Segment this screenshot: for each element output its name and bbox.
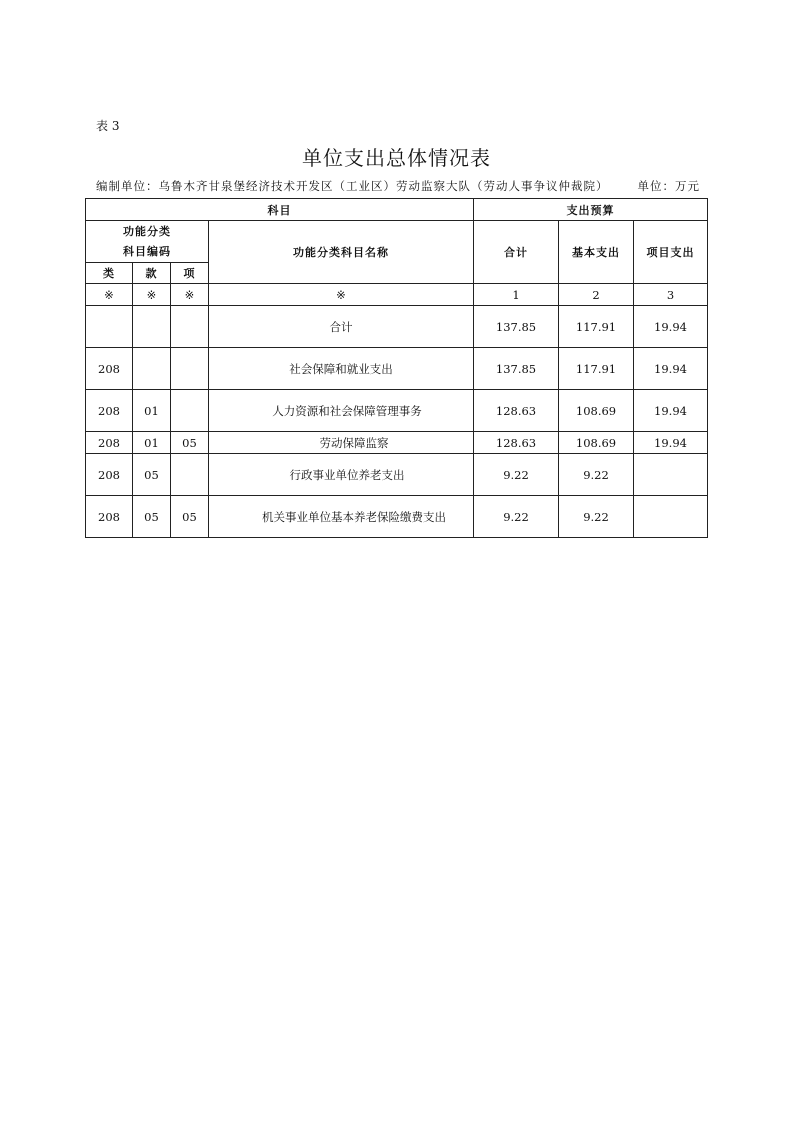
header-expenditure: 支出预算 xyxy=(474,199,708,221)
marker-row xyxy=(86,284,708,306)
marker-xiang: ※ xyxy=(171,284,209,306)
cell-lei: 208 xyxy=(86,348,133,390)
header-func-class-code xyxy=(86,221,209,263)
cell-name: 机关事业单位基本养老保险缴费支出 xyxy=(209,496,474,538)
cell-project xyxy=(634,454,708,496)
cell-lei: 208 xyxy=(86,432,133,454)
table-row xyxy=(86,454,708,496)
cell-lei: 208 xyxy=(86,390,133,432)
header-func-class-line1: 功能分类 xyxy=(123,224,171,238)
header-subject: 科目 xyxy=(86,199,474,221)
cell-total: 9.22 xyxy=(474,454,559,496)
cell-name: 人力资源和社会保障管理事务 xyxy=(209,390,474,432)
cell-total: 128.63 xyxy=(474,390,559,432)
cell-project: 19.94 xyxy=(634,432,708,454)
cell-kuan xyxy=(133,348,171,390)
cell-kuan: 05 xyxy=(133,454,171,496)
marker-total: 1 xyxy=(474,284,559,306)
table-row xyxy=(86,390,708,432)
header-kuan: 款 xyxy=(133,263,171,284)
table-number: 表 3 xyxy=(96,119,120,133)
page-title: 单位支出总体情况表 xyxy=(302,146,491,170)
table-row xyxy=(86,432,708,454)
cell-basic: 108.69 xyxy=(559,432,634,454)
marker-lei: ※ xyxy=(86,284,133,306)
cell-kuan: 05 xyxy=(133,496,171,538)
cell-total: 137.85 xyxy=(474,348,559,390)
prepared-by: 编制单位：乌鲁木齐甘泉堡经济技术开发区（工业区）劳动监察大队（劳动人事争议仲裁院） xyxy=(96,179,609,193)
cell-project xyxy=(634,496,708,538)
table-row xyxy=(86,306,708,348)
header-project: 项目支出 xyxy=(634,221,708,284)
cell-project: 19.94 xyxy=(634,306,708,348)
unit-label: 单位：万元 xyxy=(637,179,700,193)
cell-name: 行政事业单位养老支出 xyxy=(209,454,474,496)
marker-name: ※ xyxy=(209,284,474,306)
cell-xiang xyxy=(171,306,209,348)
cell-kuan xyxy=(133,306,171,348)
cell-name: 社会保障和就业支出 xyxy=(209,348,474,390)
cell-total: 137.85 xyxy=(474,306,559,348)
header-row-1 xyxy=(86,199,708,221)
cell-total: 9.22 xyxy=(474,496,559,538)
cell-basic: 108.69 xyxy=(559,390,634,432)
cell-xiang xyxy=(171,348,209,390)
header-lei: 类 xyxy=(86,263,133,284)
cell-total: 128.63 xyxy=(474,432,559,454)
cell-xiang: 05 xyxy=(171,432,209,454)
header-basic: 基本支出 xyxy=(559,221,634,284)
cell-xiang: 05 xyxy=(171,496,209,538)
cell-basic: 9.22 xyxy=(559,496,634,538)
cell-name: 合计 xyxy=(209,306,474,348)
cell-project: 19.94 xyxy=(634,348,708,390)
cell-lei xyxy=(86,306,133,348)
cell-kuan: 01 xyxy=(133,390,171,432)
table-row xyxy=(86,348,708,390)
expenditure-table xyxy=(85,198,708,538)
cell-basic: 117.91 xyxy=(559,348,634,390)
header-func-class-line2: 科目编码 xyxy=(123,244,171,258)
marker-kuan: ※ xyxy=(133,284,171,306)
cell-name: 劳动保障监察 xyxy=(209,432,474,454)
cell-basic: 9.22 xyxy=(559,454,634,496)
cell-project: 19.94 xyxy=(634,390,708,432)
cell-lei: 208 xyxy=(86,454,133,496)
header-xiang: 项 xyxy=(171,263,209,284)
cell-kuan: 01 xyxy=(133,432,171,454)
cell-xiang xyxy=(171,454,209,496)
header-total: 合计 xyxy=(474,221,559,284)
cell-basic: 117.91 xyxy=(559,306,634,348)
marker-project: 3 xyxy=(634,284,708,306)
header-row-2 xyxy=(86,221,708,263)
cell-lei: 208 xyxy=(86,496,133,538)
cell-xiang xyxy=(171,390,209,432)
header-name: 功能分类科目名称 xyxy=(209,221,474,284)
marker-basic: 2 xyxy=(559,284,634,306)
table-row xyxy=(86,496,708,538)
